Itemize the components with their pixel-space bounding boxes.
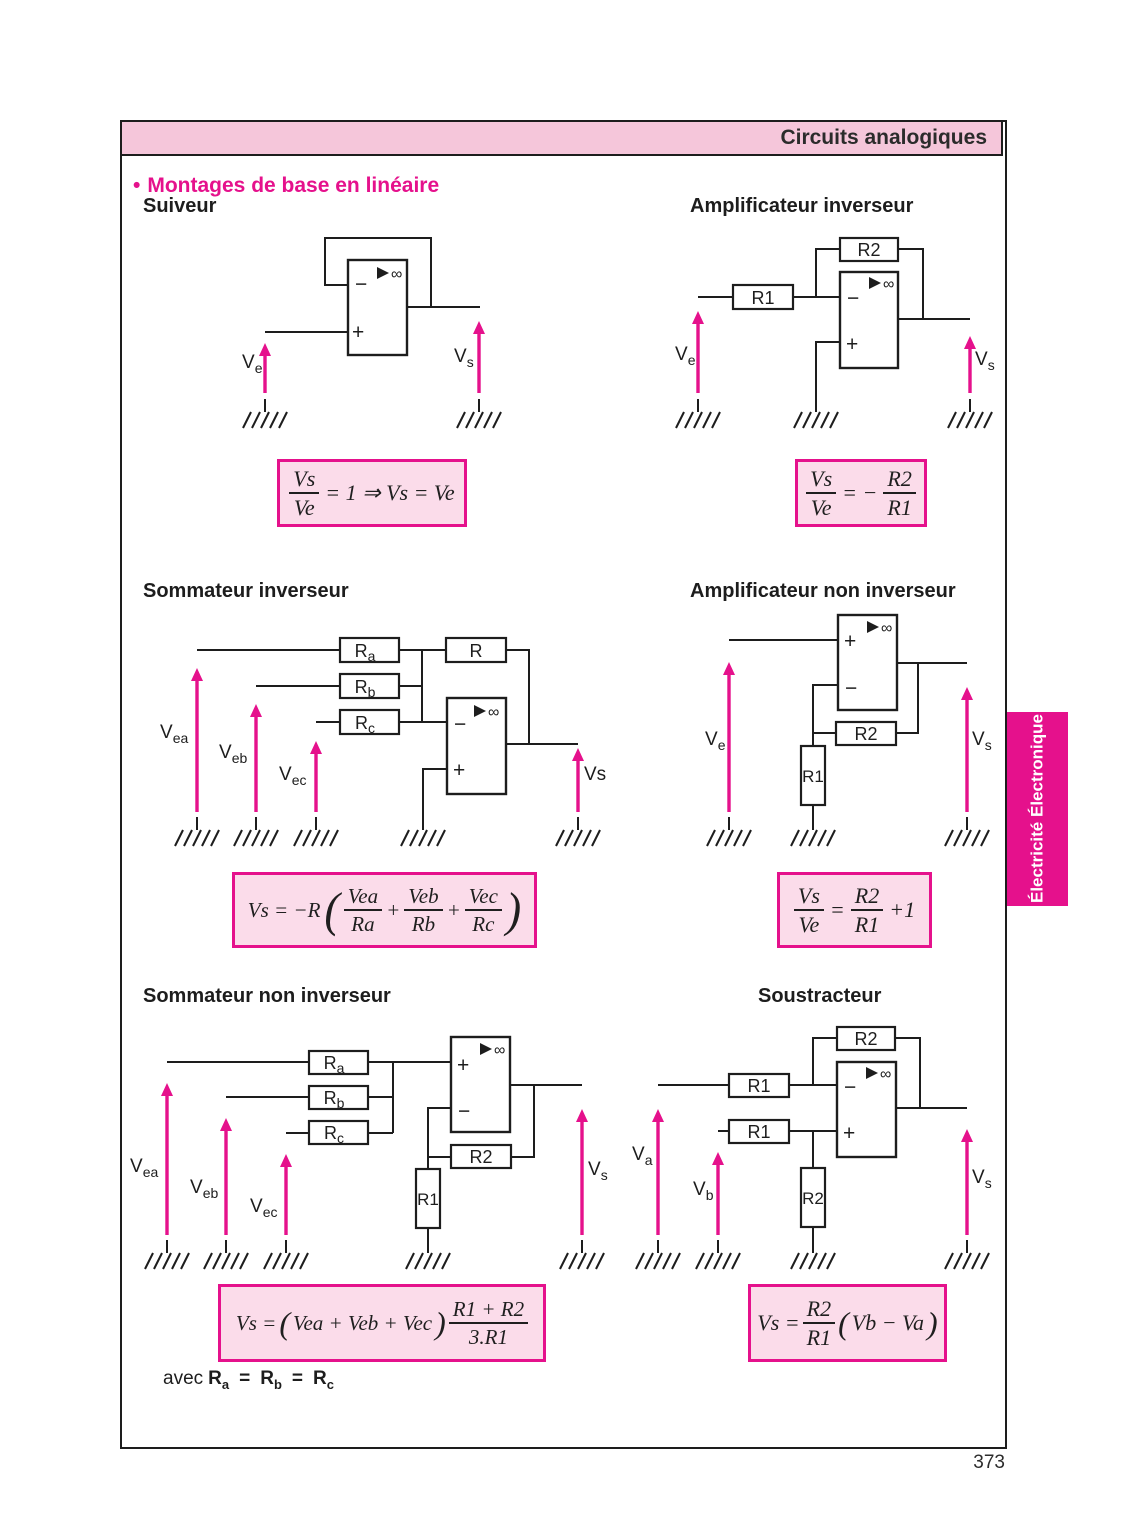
ground-symbol [794,399,838,428]
title-ampli-inverseur: Amplificateur inverseur [690,195,914,217]
circuit-sommateur-inverseur [160,638,606,846]
ground-symbol [234,817,278,846]
resistor-r2-bottom [801,1168,825,1227]
ground-symbol [264,1240,308,1269]
svg-text:Rb: $R_b$ [323,1088,345,1111]
formula-box-ampli-non-inverseur: $\frac{Vs}{Ve}$ = $\frac{R2}{R1}$ +1 [777,872,932,948]
resistor-rb [340,674,399,700]
opamp-gain: ∞ [391,266,403,283]
vs-arrow [473,321,485,393]
label-veb: $V_{eb}$ [219,742,248,766]
opamp-minus: − [458,1100,471,1123]
ground-symbol [560,1240,604,1269]
opamp-gain: ∞ [883,276,895,293]
label-vs: $V_s$ [972,729,992,753]
svg-text:R2: R2 [469,1147,493,1167]
label-vs: $V_s$ [972,1167,992,1191]
ground-symbol [945,1240,989,1269]
resistor-r [446,638,506,662]
section-title-text: Montages de base en linéaire [147,174,440,197]
opamp-plus: + [846,333,859,356]
circuit-soustracteur [632,1027,992,1269]
header-title: Circuits analogiques [780,126,987,149]
vs-arrow [572,748,584,812]
title-suiveur: Suiveur [143,195,217,217]
opamp [348,260,407,355]
label-vea: $V_{ea}$ [160,722,189,746]
footnote-rc: $R_c$ [313,1368,334,1392]
resistor-rc [340,710,399,736]
ground-symbol [145,1240,189,1269]
circuit-suiveur [242,238,501,428]
opamp-minus: − [847,287,860,310]
title-soustracteur: Soustracteur [758,985,882,1007]
ground-symbol [204,1240,248,1269]
formula-box-ampli-inverseur: $\frac{Vs}{Ve}$ = − $\frac{R2}{R1}$ [795,459,927,527]
vea-arrow [191,668,203,812]
footnote: avec $R_a$ = $R_b$ = $R_c$ [163,1368,334,1392]
formula-box-sommateur-inverseur: Vs = −R ( $\frac{\text{Vea}}{Ra}$ + $\frac{\text{Veb}}{Rb}$ + $\frac{\text{Vec}}{Rc}$ ) [232,872,537,948]
ground-symbol [791,1240,835,1269]
circuit-ampli-inverseur [675,238,995,428]
label-va: $V_a$ [632,1144,653,1168]
opamp-gain: ∞ [494,1042,506,1059]
feedback-wire [816,249,840,297]
ground-symbol [175,817,219,846]
ground-symbol [401,817,445,846]
plus-input-wire [816,342,840,399]
opamp-plus: + [844,630,857,653]
fraction: $\frac{R2}{R1}$ [803,1296,835,1351]
resistor-r1 [733,285,793,309]
opamp-gain: ∞ [880,1066,892,1083]
opamp [840,272,898,368]
svg-text:R2: R2 [854,1029,878,1049]
opamp [451,1037,510,1132]
resistor-r2 [840,238,898,261]
fraction: $\frac{Vs}{Ve}$ [794,883,824,938]
label-vs: $V_s$ [454,346,474,370]
feedback-wire [898,249,923,319]
minus-input-wire [813,685,838,746]
opamp-minus: − [454,713,467,736]
resistor-r2 [451,1145,511,1168]
open-paren: ( [324,883,340,937]
fraction: $\frac{\text{Vea}}{Ra}$ [344,884,382,936]
open-paren: ( [279,1304,290,1341]
close-paren: ) [435,1304,446,1341]
minus-input-wire [428,1108,451,1169]
circuit-ampli-non-inverseur [705,615,992,846]
svg-text:R1: R1 [747,1076,771,1096]
circuit-sommateur-non-inverseur [130,1037,608,1269]
ground-symbol [636,1240,680,1269]
vea-arrow [161,1083,173,1235]
label-vec: $V_{ec}$ [250,1196,278,1220]
feedback-wire [895,1038,920,1108]
label-vea: $V_{ea}$ [130,1156,159,1180]
ground-symbol [457,399,501,428]
opamp-plus: + [453,759,466,782]
svg-text:R1: R1 [747,1122,771,1142]
resistor-rc [309,1121,368,1146]
label-vs: Vs [584,764,607,785]
ground-symbol [676,399,720,428]
svg-text:Rc: $R_c$ [355,713,375,736]
close-paren: ) [505,883,522,937]
ground-symbol [707,817,751,846]
fraction: $\frac{R2}{R1}$ [851,883,883,938]
footnote-rb: $R_b$ [260,1368,282,1392]
bullet-icon: • [133,174,141,197]
title-sommateur-inverseur: Sommateur inverseur [143,580,349,602]
feedback-wire [813,1038,837,1085]
footnote-ra: $R_a$ [208,1368,230,1392]
fraction: $\frac{\text{Veb}}{Rb}$ [404,884,442,936]
feedback-wire [896,663,918,733]
opamp-plus: + [843,1122,856,1145]
label-vec: $V_{ec}$ [279,764,307,788]
chapter-side-tab: Électricité Électronique [1007,712,1068,906]
ground-symbol [945,817,989,846]
svg-text:R: R [469,641,483,661]
ground-symbol [556,817,600,846]
svg-text:R1: R1 [417,1190,439,1209]
vec-arrow [310,741,322,812]
plus-input-wire [423,769,447,817]
title-sommateur-non-inverseur: Sommateur non inverseur [143,985,391,1007]
ground-symbol [406,1240,450,1269]
title-ampli-non-inverseur: Amplificateur non inverseur [690,580,956,602]
label-vs: $V_s$ [975,349,995,373]
resistor-ra [309,1051,368,1076]
svg-text:R1: R1 [802,767,824,786]
opamp-gain: ∞ [488,704,500,721]
vs-arrow [576,1109,588,1235]
svg-text:Rb: $R_b$ [354,677,376,700]
resistor-ra [340,638,399,664]
svg-text:R2: R2 [854,724,878,744]
opamp-minus: − [844,1076,857,1099]
svg-text:R2: R2 [857,240,881,260]
opamp-minus: − [355,273,368,296]
resistor-r1 [801,746,825,805]
resistor-r2-top [837,1027,895,1050]
feedback-wire [511,1085,534,1157]
feedback-wire [506,650,529,744]
fraction: $\frac{\text{Vec}}{Rc}$ [465,884,502,936]
opamp-gain: ∞ [881,620,893,637]
svg-text:Ra: $R_a$ [354,641,376,664]
close-paren: ) [927,1304,938,1341]
opamp [837,1062,896,1157]
resistor-r2 [836,722,896,745]
fraction: $\frac{R2}{R1}$ [883,466,915,521]
resistor-r1-top [729,1074,789,1097]
formula-box-soustracteur: Vs = $\frac{R2}{R1}$ ( Vb − Va ) [748,1284,947,1362]
label-ve: $V_e$ [675,344,696,368]
formula-box-suiveur: $\frac{Vs}{Ve}$ = 1 ⇒ Vs = Ve [277,459,467,527]
open-paren: ( [838,1304,849,1341]
fraction: $\frac{R1 + R2}{3.R1}$ [449,1297,528,1349]
ground-symbol [243,399,287,428]
veb-arrow [250,704,262,812]
label-veb: $V_{eb}$ [190,1177,219,1201]
label-vb: $V_b$ [693,1179,714,1203]
veb-arrow [220,1118,232,1235]
va-arrow [652,1109,664,1235]
fraction: $\frac{Vs}{Ve}$ [806,466,836,521]
label-vs: $V_s$ [588,1159,608,1183]
vec-arrow [280,1154,292,1235]
page-number: 373 [973,1452,1005,1473]
svg-text:Ra: $R_a$ [323,1053,345,1076]
opamp-minus: − [845,677,858,700]
fraction: $\frac{Vs}{Ve}$ [289,466,319,521]
opamp [447,698,506,794]
circuits-canvas [120,120,1003,1445]
opamp-plus: + [352,321,365,344]
resistor-r1-bottom [729,1120,789,1143]
resistor-rb [309,1086,368,1111]
svg-text:R2: R2 [802,1189,824,1208]
label-ve: $V_e$ [705,729,726,753]
vb-arrow [712,1152,724,1235]
ground-symbol [696,1240,740,1269]
ground-symbol [791,817,835,846]
opamp-plus: + [457,1054,470,1077]
opamp [838,615,897,710]
resistor-r1 [416,1169,440,1228]
ground-symbol [948,399,992,428]
svg-text:R1: R1 [751,288,775,308]
svg-text:Rc: $R_c$ [324,1123,344,1146]
label-ve: $V_e$ [242,352,263,376]
ground-symbol [294,817,338,846]
formula-box-sommateur-non-inverseur: Vs = ( Vea + Veb + Vec ) $\frac{R1 + R2}{3.R1}$ [218,1284,546,1362]
